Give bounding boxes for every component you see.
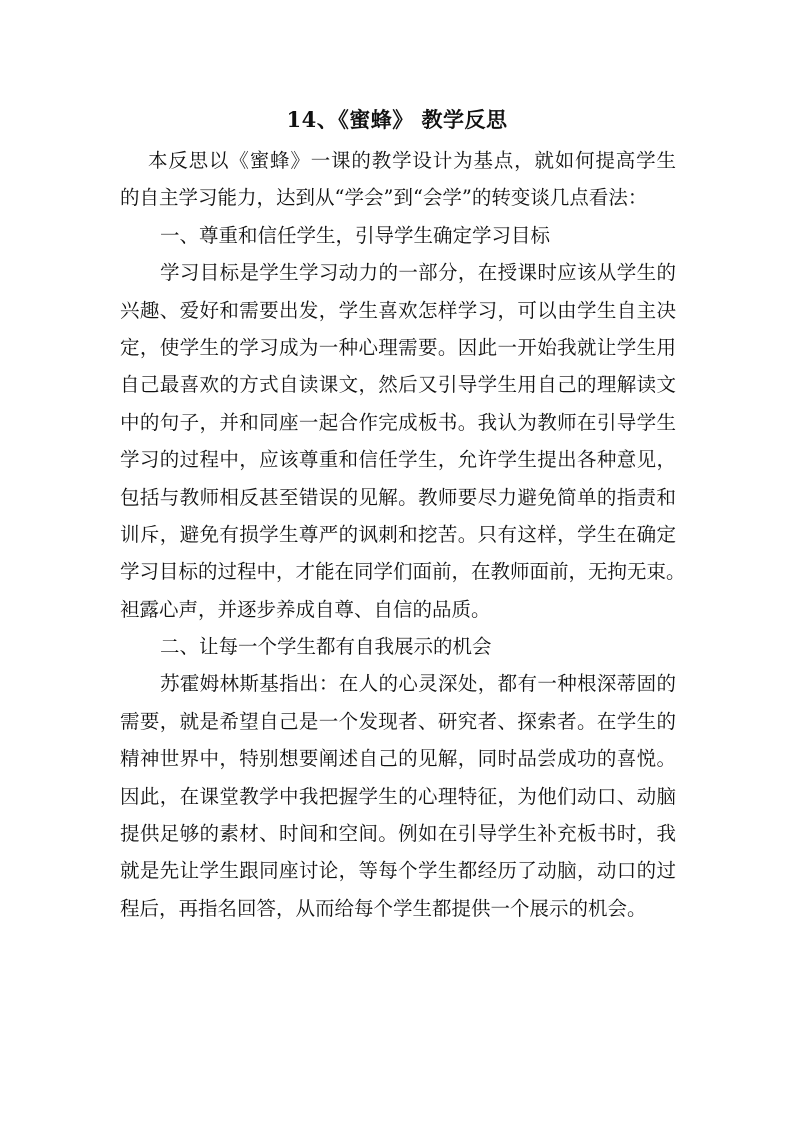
paragraph-line: 定，使学生的学习成为一种心理需要。因此一开始我就让学生用 (120, 335, 676, 359)
paragraph-line: 训斥，避免有损学生尊严的讽刺和挖苦。只有这样，学生在确定 (120, 522, 676, 546)
paragraph-line: 本反思以《蜜蜂》一课的教学设计为基点，就如何提高学生 (148, 149, 676, 172)
paragraph-line: 自己最喜欢的方式自读课文，然后又引导学生用自己的理解读文 (120, 373, 676, 397)
paragraph-line: 学习目标是学生学习动力的一部分，在授课时应该从学生的 (160, 261, 676, 285)
document-title: 14、《蜜蜂》 教学反思 (286, 107, 508, 132)
paragraph-line: 学习的过程中，应该尊重和信任学生，允许学生提出各种意见， (120, 448, 676, 472)
paragraph-line: 包括与教师相反甚至错误的见解。教师要尽力避免简单的指责和 (120, 485, 676, 509)
paragraph-line: 的自主学习能力，达到从“学会”到“会学”的转变谈几点看法： (120, 186, 648, 210)
paragraph-line: 就是先让学生跟同座讨论，等每个学生都经历了动脑，动口的过 (120, 859, 676, 883)
paragraph-line: 需要，就是希望自己是一个发现者、研究者、探索者。在学生的 (120, 709, 676, 733)
paragraph-line: 中的句子，并和同座一起合作完成板书。我认为教师在引导学生 (120, 410, 676, 434)
paragraph-line: 提供足够的素材、时间和空间。例如在引导学生补充板书时，我 (120, 822, 676, 846)
paragraph-line: 程后，再指名回答，从而给每个学生都提供一个展示的机会。 (120, 896, 647, 920)
paragraph-line: 苏霍姆林斯基指出：在人的心灵深处，都有一种根深蒂固的 (160, 672, 676, 696)
section-heading: 一、尊重和信任学生，引导学生确定学习目标 (160, 223, 551, 247)
paragraph-line: 学习目标的过程中，才能在同学们面前，在教师面前，无拘无束。 (120, 560, 686, 584)
paragraph-line: 因此，在课堂教学中我把握学生的心理特征，为他们动口、动脑 (120, 784, 676, 808)
document-body (120, 142, 686, 927)
paragraph-line: 兴趣、爱好和需要出发，学生喜欢怎样学习，可以由学生自主决 (120, 298, 676, 322)
paragraph-line: 袒露心声，并逐步养成自尊、自信的品质。 (120, 597, 491, 621)
section-heading: 二、让每一个学生都有自我展示的机会 (160, 635, 492, 659)
paragraph-line: 精神世界中，特别想要阐述自己的见解，同时品尝成功的喜悦。 (120, 747, 676, 771)
